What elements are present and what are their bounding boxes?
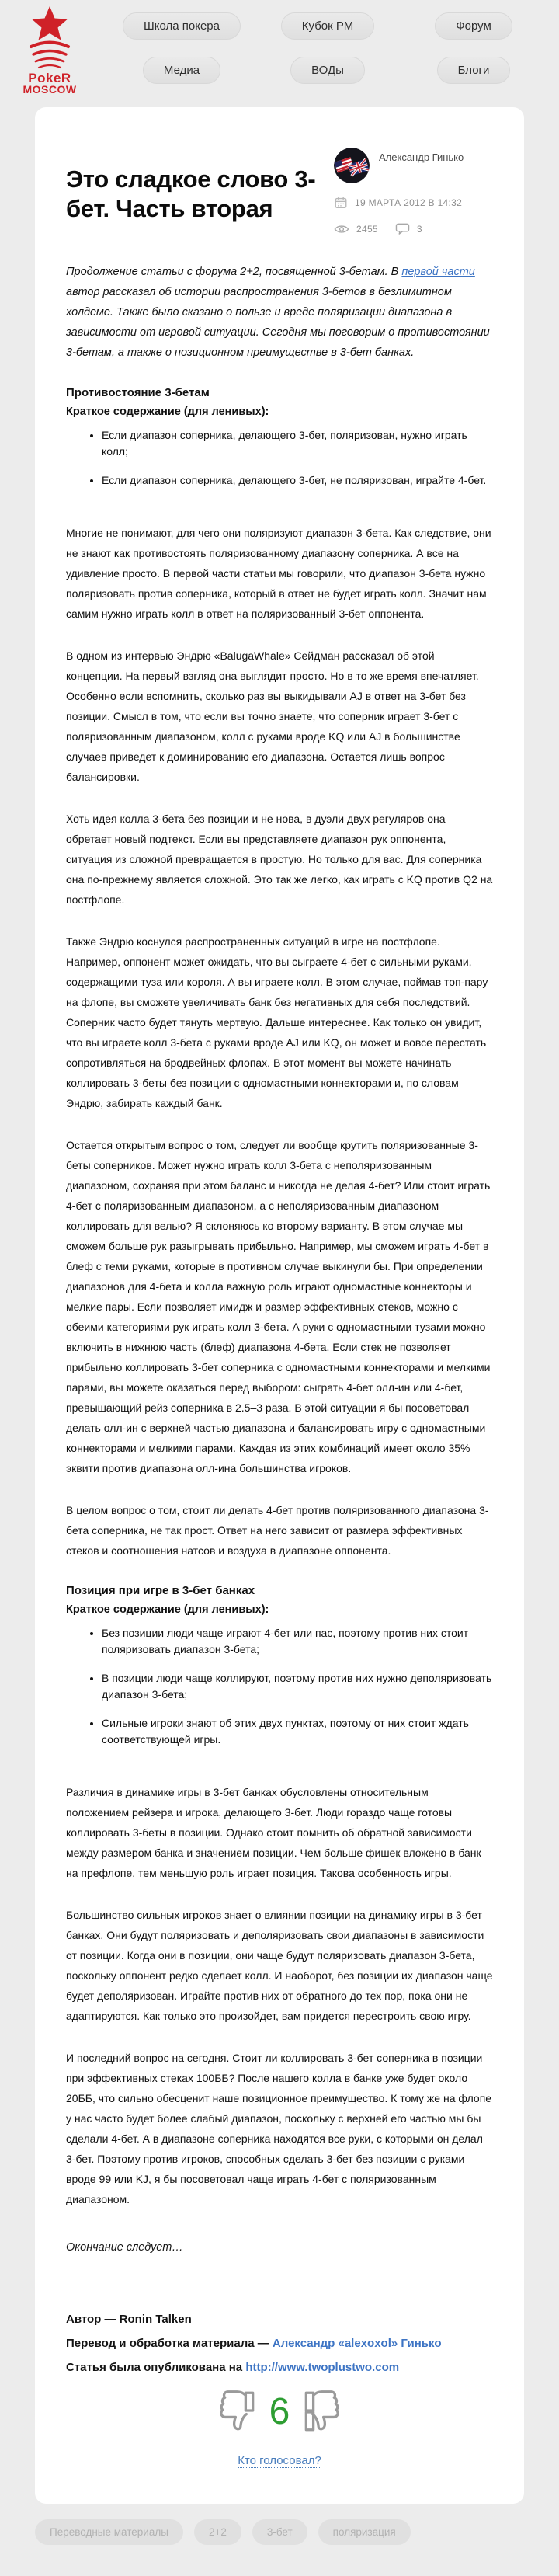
tag-polarization[interactable]: поляризация bbox=[318, 2519, 411, 2545]
date-row bbox=[334, 196, 493, 210]
publish-date: 19 МАРТА 2012 В 14:32 bbox=[355, 197, 463, 208]
vote-score: 6 bbox=[269, 2390, 290, 2432]
article-card bbox=[35, 107, 524, 2504]
source-site-link[interactable]: http://www.twoplustwo.com bbox=[245, 2361, 400, 2374]
who-voted-link[interactable]: Кто голосовал? bbox=[238, 2454, 321, 2467]
paragraph: Различия в динамике игры в 3-бет банках обусловлены относительным положением рейзера и игрока, делающего 3-бет. Люди гораздо чаще готовы коллировать 3-беты в позиции. Однако стоит помнить об обратной зависимости между размером банка и значением позиции. Чем больше фишек вложено в банк на префлопе, тем меньшую роль играет позиция. Такова особенность игры. bbox=[66, 1786, 481, 1879]
views-eye-icon bbox=[334, 224, 349, 235]
tags-bar bbox=[35, 2519, 524, 2576]
nav-button-forum[interactable]: Форум bbox=[435, 12, 512, 40]
logo-line-poker: PokeR bbox=[28, 71, 71, 85]
flags-avatar-icon bbox=[334, 148, 370, 183]
nav-button-poker-school[interactable]: Школа покера bbox=[123, 12, 241, 40]
views-count: 2455 bbox=[356, 223, 378, 235]
intro-text-before: Продолжение статьи с форума 2+2, посвященной 3-бетам. В bbox=[66, 266, 402, 278]
list-item: • Без позиции люди чаще играют 4-бет или пас, поэтому против них стоит поляризовать диапазон 3-бета; bbox=[102, 1625, 493, 1658]
paragraph: Большинство сильных игроков знает о влиянии позиции на динамику игры в 3-бет банках. Они будут поляризовать и деполяризовать свои диапазоны в зависимости от позиции. Когда они в позиции, они чаще будут поляризовать диапазон 3-бета, поскольку оппонент редко сделает колл. И наоборот, без позиции их диапазон чаще будет деполяризован. Играйте против них от обратного до тех пор, пока они не адаптируются. Как только это произойдет, вам придется перестроить свою игру. bbox=[66, 1909, 493, 2022]
who-voted-row bbox=[66, 2454, 493, 2468]
site-header bbox=[0, 0, 559, 107]
paragraph: Остается открытым вопрос о том, следует ли вообще крутить поляризованные 3-беты соперников. Может нужно играть колл 3-бета с неполяризованным диапазоном, сохраняя при этом баланс и никогда не делая 4-бет? Или стоит играть 4-бет с поляризованным диапазоном, а с неполяризованным диапазоном коллировать для велью? Я склоняюсь ко второму варианту. В этом случае мы сможем больше рук разыгрывать прибыльно. Например, мы сможем играть 4-бет в блеф с теми руками, которые в противном случае выкинули бы. При определении диапазонов для 4-бета и колла важную роль играют одномастные коннекторы и мелкие пары. Если позволяет имидж и размер эффективных стеков, можно с обеими категориями рук играть колл 3-бета. А руки с одномастными тузами можно включить в нижнюю часть (блеф) диапазона 4-бета. Если стек не позволяет прибыльно коллировать 3-бет соперника с одномастными коннекторами и мелкими парами, вы можете оказаться перед выбором: сыграть 4-бет олл-ин или 4-бет, превышающий рейз соперника в 2.5–3 раза. В этой ситуации я бы посоветовал делать олл-ин с верхней частью диапазона и балансировать игру с одномастными коннекторами и мелкими парами. Каждая из этих комбинаций имеет около 35% эквити против диапазона олл-ина большинства игроков. bbox=[66, 1139, 491, 1474]
paragraph: Также Эндрю коснулся распространенных ситуаций в игре на постфлопе. Например, оппонент может ожидать, что вы сыграете 4-бет с сильными руками, содержащими туза или короля. А вы играете колл. В этом случае, поймав топ-пару на флопе, вы сможете увеличивать банк без негативных для себя последствий. Соперник часто будет тянуть мертвую. Дальше интереснее. Как только он увидит, что вы играете колл 3-бета с руками вроде AJ или KQ, он может и вовсе перестать сопротивляться на бродвейных флопах. В этот момент вы можете начинать коллировать 3-беты без позиции с одномастными коннекторами и, по словам Эндрю, забирать каждый банк. bbox=[66, 935, 488, 1109]
avatar bbox=[334, 148, 370, 183]
stats-row bbox=[334, 222, 493, 235]
tag-3bet[interactable]: 3-бет bbox=[252, 2519, 307, 2545]
tag-2plus2[interactable]: 2+2 bbox=[194, 2519, 241, 2545]
thumb-up-icon bbox=[297, 2386, 349, 2437]
credit-translation-line bbox=[66, 2331, 493, 2355]
summary-label-1: Краткое содержание (для ленивых): bbox=[66, 406, 269, 418]
poker-moscow-logo-icon bbox=[19, 5, 80, 71]
logo-line-moscow: MOSCOW bbox=[23, 83, 77, 96]
list-item: • Сильные игроки знают об этих двух пунктах, поэтому от них стоит ждать соответствующей игры. bbox=[102, 1715, 493, 1748]
intro-text-after: автор рассказал об истории распространения 3-бетов в безлимитном холдеме. Также было сказано о пользе и вреде поляризации диапазона в зависимости от игровой ситуации. Сегодня мы поговорим о противостоянии 3-бетам, а также о позиционном преимуществе в 3-бет банках. bbox=[66, 286, 490, 359]
section-heading-2: Позиция при игре в 3-бет банках bbox=[66, 1584, 255, 1597]
paragraph: В одном из интервью Эндрю «BalugaWhale» Сейдман рассказал об этой концепции. На первый взгляд она выглядит просто. Но в то же время впечатляет. Особенно если вспомнить, сколько раз вы выкидывали AJ в ответ на 3-бет без позиции. Смысл в том, что если вы точно знаете, что соперник играет 3-бет с поляризованным диапазоном, колл с руками вроде KQ или AJ в большинстве случаев приведет к доминированию его диапазона. Остается лишь вопрос балансировки. bbox=[66, 649, 479, 783]
page-title: Это сладкое слово 3-бет. Часть вторая bbox=[66, 165, 316, 222]
site-logo[interactable] bbox=[19, 5, 81, 95]
credit-author-line: Автор — Ronin Talken bbox=[66, 2313, 192, 2326]
thumb-up-button[interactable] bbox=[297, 2386, 349, 2437]
nav-button-vods[interactable]: ВОДы bbox=[290, 57, 365, 84]
comments-icon bbox=[395, 222, 410, 235]
article-meta bbox=[334, 148, 493, 235]
list-item: • Если диапазон соперника, делающего 3-бет, поляризован, нужно играть колл; bbox=[102, 427, 493, 460]
vote-widget bbox=[66, 2386, 493, 2437]
author-row bbox=[334, 148, 493, 183]
nav-button-cup-rm[interactable]: Кубок РМ bbox=[281, 12, 374, 40]
section-heading-1: Противостояние 3-бетам bbox=[66, 386, 210, 399]
translator-profile-link[interactable]: Александр «alexoxol» Гинько bbox=[272, 2337, 442, 2350]
paragraph: Хоть идея колла 3-бета без позиции и не нова, в дуэли двух регуляров она обретает новый подтекст. Если вы представляете диапазон рук оппонента, ситуация из сложной превращается в простую. Но только для вас. Для соперника она по-прежнему является сложной. Это так же легко, как играть с KQ против Q2 на постфлопе. bbox=[66, 813, 493, 906]
nav-button-media[interactable]: Медиа bbox=[143, 57, 220, 84]
credit-source-line bbox=[66, 2355, 493, 2379]
paragraph: И последний вопрос на сегодня. Стоит ли коллировать 3-бет соперника в позиции при эффективных стеках 100ББ? После нашего колла в банке уже будет около 20ББ, что сильно обесценит наше позиционное преимущество. К тому же на флопе у нас часто будет более слабый диапазон, поскольку с верхней его частью мы бы сделали 4-бет. А в диапазоне соперника находятся все руки, с которыми он делал 3-бет. Поэтому против игроков, способных сделать 3-бет без позиции с руками вроде 99 или KJ, я бы посоветовал чаще играть 4-бет с поляризованным диапазоном. bbox=[66, 2052, 492, 2205]
first-part-link[interactable]: первой части bbox=[401, 266, 475, 278]
summary-list-1 bbox=[66, 427, 493, 489]
calendar-icon bbox=[334, 196, 348, 210]
paragraph: Многие не понимают, для чего они поляризуют диапазон 3-бета. Как следствие, они не знают как противостоять поляризованному диапазону соперника. А все на удивление просто. В первой части статьи мы говорили, что диапазон 3-бета нужно поляризовать против соперника, который в ответ не будет играть колл. Значит нам самим нужно играть колл в ответ на поляризованный 3-бет оппонента. bbox=[66, 527, 491, 620]
credit-source-prefix: Статья была опубликована на bbox=[66, 2361, 246, 2374]
paragraph: В целом вопрос о том, стоит ли делать 4-бет против поляризованного диапазона 3-бета соперника, не так прост. Ответ на него зависит от размера эффективных стеков и соотношения натсов и воздуха в диапазоне оппонента. bbox=[66, 1504, 489, 1557]
summary-list-2 bbox=[66, 1625, 493, 1748]
tag-translated-materials[interactable]: Переводные материалы bbox=[35, 2519, 183, 2545]
comments-count: 3 bbox=[416, 223, 422, 235]
author-name: Александр Гинько bbox=[379, 151, 464, 163]
title-row bbox=[66, 148, 493, 235]
nav-button-blogs[interactable]: Блоги bbox=[437, 57, 511, 84]
ending-note: Окончание следует… bbox=[66, 2241, 183, 2254]
summary-label-2: Краткое содержание (для ленивых): bbox=[66, 1603, 269, 1616]
logo-text bbox=[19, 72, 81, 95]
intro-paragraph bbox=[66, 262, 493, 363]
list-item: • Если диапазон соперника, делающего 3-бет, не поляризован, играйте 4-бет. bbox=[102, 472, 493, 489]
thumb-down-icon bbox=[210, 2386, 262, 2437]
list-item: • В позиции люди чаще коллируют, поэтому против них нужно деполяризовать диапазон 3-бета; bbox=[102, 1670, 493, 1703]
main-nav bbox=[109, 12, 547, 84]
credits-block bbox=[66, 2307, 493, 2379]
credit-translation-prefix: Перевод и обработка материала — bbox=[66, 2337, 273, 2350]
thumb-down-button[interactable] bbox=[210, 2386, 262, 2437]
